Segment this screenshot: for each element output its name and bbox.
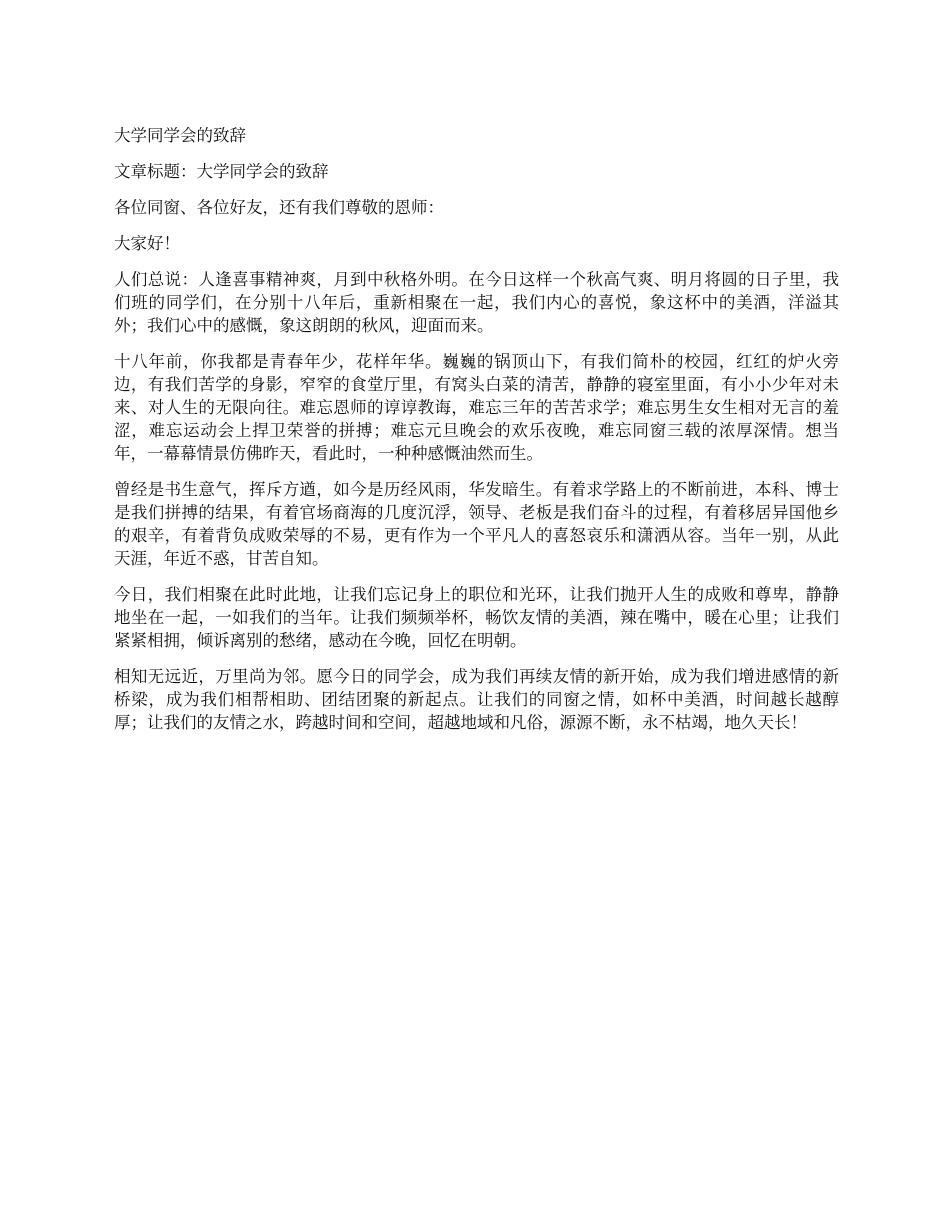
article-title-line: 文章标题：大学同学会的致辞 (114, 162, 329, 181)
greeting: 大家好！ (114, 234, 180, 253)
paragraph-opening: 人们总说：人逢喜事精神爽，月到中秋格外明。在今日这样一个秋高气爽、明月将圆的日子里，我们班的同学们，在分别十八年后，重新相聚在一起，我们内心的喜悦，象这杯中的美酒，洋溢其外；我们心中的感慨，象这朗朗的秋风，迎面而来。 (114, 270, 839, 335)
paragraph-journey: 曾经是书生意气，挥斥方遒，如今是历经风雨，华发暗生。有着求学路上的不断前进，本科、博士是我们拼搏的结果，有着官场商海的几度沉浮，领导、老板是我们奋斗的过程，有着移居异国他乡的艰辛，有着背负成败荣辱的不易，更有作为一个平凡人的喜怒哀乐和潇洒从容。当年一别，从此天涯，年近不惑，甘苦自知。 (114, 480, 839, 568)
document-title: 大学同学会的致辞 (114, 126, 246, 145)
salutation: 各位同窗、各位好友，还有我们尊敬的恩师： (114, 198, 444, 217)
paragraph-closing: 相知无远近，万里尚为邻。愿今日的同学会，成为我们再续友情的新开始，成为我们增进感情的新桥梁，成为我们相帮相助、团结团聚的新起点。让我们的同窗之情，如杯中美酒，时间越长越醇厚；让我们的友情之水，跨越时间和空间，超越地域和凡俗，源源不断，永不枯竭，地久天长！ (114, 667, 839, 732)
paragraph-reunion: 今日，我们相聚在此时此地，让我们忘记身上的职位和光环，让我们抛开人生的成败和尊卑，静静地坐在一起，一如我们的当年。让我们频频举杯，畅饮友情的美酒，辣在嘴中，暖在心里；让我们紧紧相拥，倾诉离别的愁绪，感动在今晚，回忆在明朝。 (114, 585, 839, 650)
paragraph-memories: 十八年前，你我都是青春年少，花样年华。巍巍的锅顶山下，有我们简朴的校园，红红的炉火旁边，有我们苦学的身影，窄窄的食堂厅里，有窝头白菜的清苦，静静的寝室里面，有小小少年对未来、对人生的无限向往。难忘恩师的谆谆教诲，难忘三年的苦苦求学；难忘男生女生相对无言的羞涩，难忘运动会上捍卫荣誉的拼搏；难忘元旦晚会的欢乐夜晚，难忘同窗三载的浓厚深情。想当年，一幕幕情景仿佛昨天，看此时，一种种感慨油然而生。 (114, 352, 839, 463)
document-body (114, 124, 839, 747)
